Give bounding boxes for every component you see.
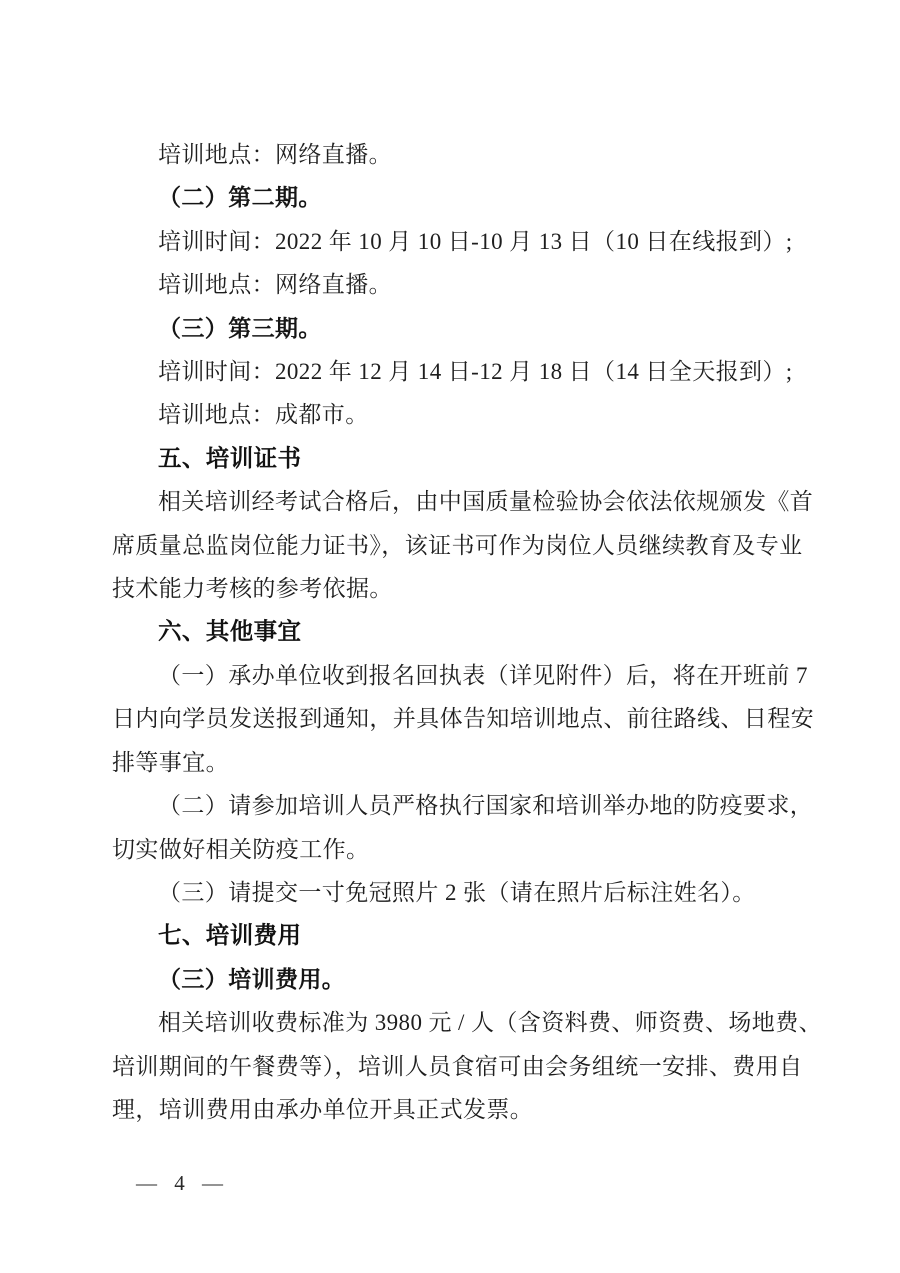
text-line-18: （三）请提交一寸免冠照片 2 张（请在照片后标注姓名）。 bbox=[158, 879, 756, 905]
text-line-10: 席质量总监岗位能力证书》，该证书可作为岗位人员继续教育及专业 bbox=[112, 532, 803, 558]
text-line-12: 六、其他事宜 bbox=[158, 618, 302, 645]
text-line-21: 相关培训收费标准为 3980 元 / 人（含资料费、师资费、场地费、 bbox=[158, 1010, 822, 1036]
text-line-14: 日内向学员发送报到通知，并具体告知培训地点、前往路线、日程安 bbox=[112, 706, 814, 732]
page-number: — 4 — bbox=[136, 1171, 229, 1195]
text-line-16: （二）请参加培训人员严格执行国家和培训举办地的防疫要求， bbox=[158, 793, 814, 819]
text-line-20: （三）培训费用。 bbox=[158, 966, 346, 992]
text-line-11: 技术能力考核的参考依据。 bbox=[112, 576, 393, 602]
text-line-17: 切实做好相关防疫工作。 bbox=[112, 836, 370, 862]
document-body bbox=[112, 133, 824, 1131]
text-line-3: 培训时间：2022 年 10 月 10 日-10 月 13 日（10 日在线报到）; bbox=[158, 228, 793, 254]
text-line-8: 五、培训证书 bbox=[158, 444, 302, 471]
text-line-7: 培训地点：成都市。 bbox=[158, 402, 369, 428]
text-line-6: 培训时间：2022 年 12 月 14 日-12 月 18 日（14 日全天报到）; bbox=[158, 359, 793, 385]
text-line-19: 七、培训费用 bbox=[158, 922, 302, 949]
text-line-9: 相关培训经考试合格后，由中国质量检验协会依法依规颁发《首 bbox=[158, 489, 814, 515]
text-line-2: （二）第二期。 bbox=[158, 185, 322, 211]
text-line-13: （一）承办单位收到报名回执表（详见附件）后，将在开班前 7 bbox=[158, 662, 808, 688]
text-line-22: 培训期间的午餐费等），培训人员食宿可由会务组统一安排、费用自 bbox=[112, 1053, 803, 1079]
text-line-1: 培训地点：网络直播。 bbox=[158, 142, 392, 167]
text-line-23: 理，培训费用由承办单位开具正式发票。 bbox=[112, 1096, 534, 1122]
text-line-15: 排等事宜。 bbox=[112, 749, 229, 775]
text-line-5: （三）第三期。 bbox=[158, 315, 322, 341]
text-line-4: 培训地点：网络直播。 bbox=[158, 272, 392, 298]
